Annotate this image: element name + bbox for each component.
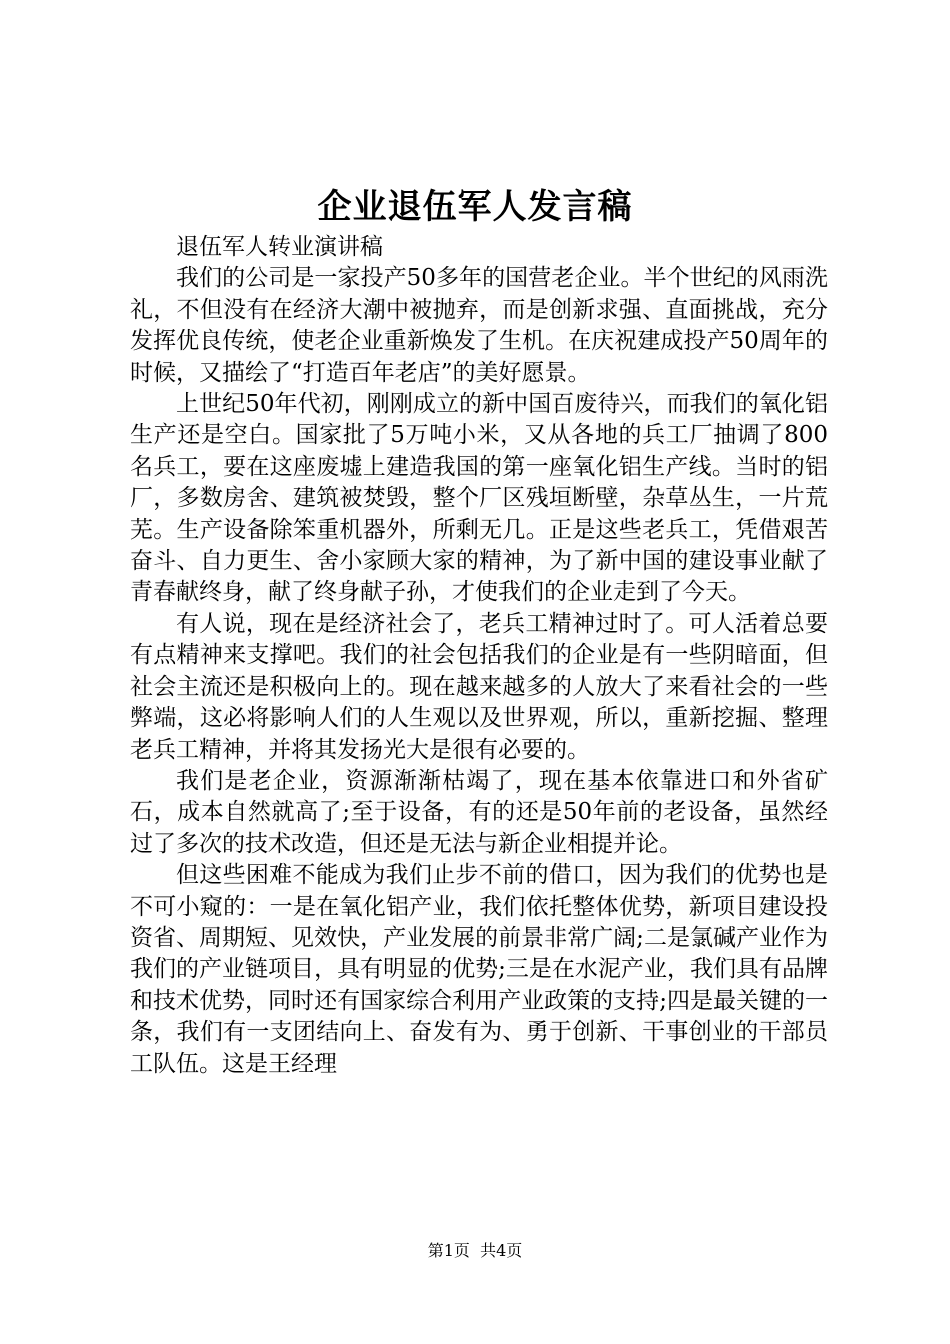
paragraph-1: 我们的公司是一家投产50多年的国营老企业。半个世纪的风雨洗礼，不但没有在经济大潮中被抛弃，而是创新求强、直面挑战，充分发挥优良传统，使老企业重新焕发了生机。在庆祝建成投产50周年的时候，又描绘了“打造百年老店”的美好愿景。 — [130, 265, 828, 386]
page-number-footer: 第1页 共4页 — [427, 1241, 523, 1260]
paragraph-3: 有人说，现在是经济社会了，老兵工精神过时了。可人活着总要有点精神来支撑吧。我们的社会包括我们的企业是有一些阴暗面，但社会主流还是积极向上的。现在越来越多的人放大了来看社会的一些弊端，这必将影响人们的人生观以及世界观，所以，重新挖掘、整理老兵工精神，并将其发扬光大是很有必要的。 — [130, 610, 828, 763]
document-body — [130, 232, 828, 1080]
paragraph-4: 我们是老企业，资源渐渐枯竭了，现在基本依靠进口和外省矿石，成本自然就高了;至于设备，有的还是50年前的老设备，虽然经过了多次的技术改造，但还是无法与新企业相提并论。 — [130, 767, 828, 857]
paragraph-2: 上世纪50年代初，刚刚成立的新中国百废待兴，而我们的氧化铝生产还是空白。国家批了5万吨小米，又从各地的兵工厂抽调了800名兵工，要在这座废墟上建造我国的第一座氧化铝生产线。当时的铝厂，多数房舍、建筑被焚毁，整个厂区残垣断壁，杂草丛生，一片荒芜。生产设备除笨重机器外，所剩无几。正是这些老兵工，凭借艰苦奋斗、自力更生、舍小家顾大家的精神，为了新中国的建设事业献了青春献终身，献了终身献子孙，才使我们的企业走到了今天。 — [130, 391, 828, 606]
document-title: 企业退伍军人发言稿 — [317, 187, 633, 227]
document-subtitle: 退伍军人转业演讲稿 — [176, 234, 383, 260]
paragraph-5: 但这些困难不能成为我们止步不前的借口，因为我们的优势也是不可小窥的：一是在氧化铝产业，我们依托整体优势，新项目建设投资省、周期短、见效快，产业发展的前景非常广阔;二是氯碱产业作为我们的产业链项目，具有明显的优势;三是在水泥产业，我们具有品牌和技术优势，同时还有国家综合利用产业政策的支持;四是最关键的一条，我们有一支团结向上、奋发有为、勇于创新、干事创业的干部员工队伍。这是王经理 — [130, 862, 828, 1077]
